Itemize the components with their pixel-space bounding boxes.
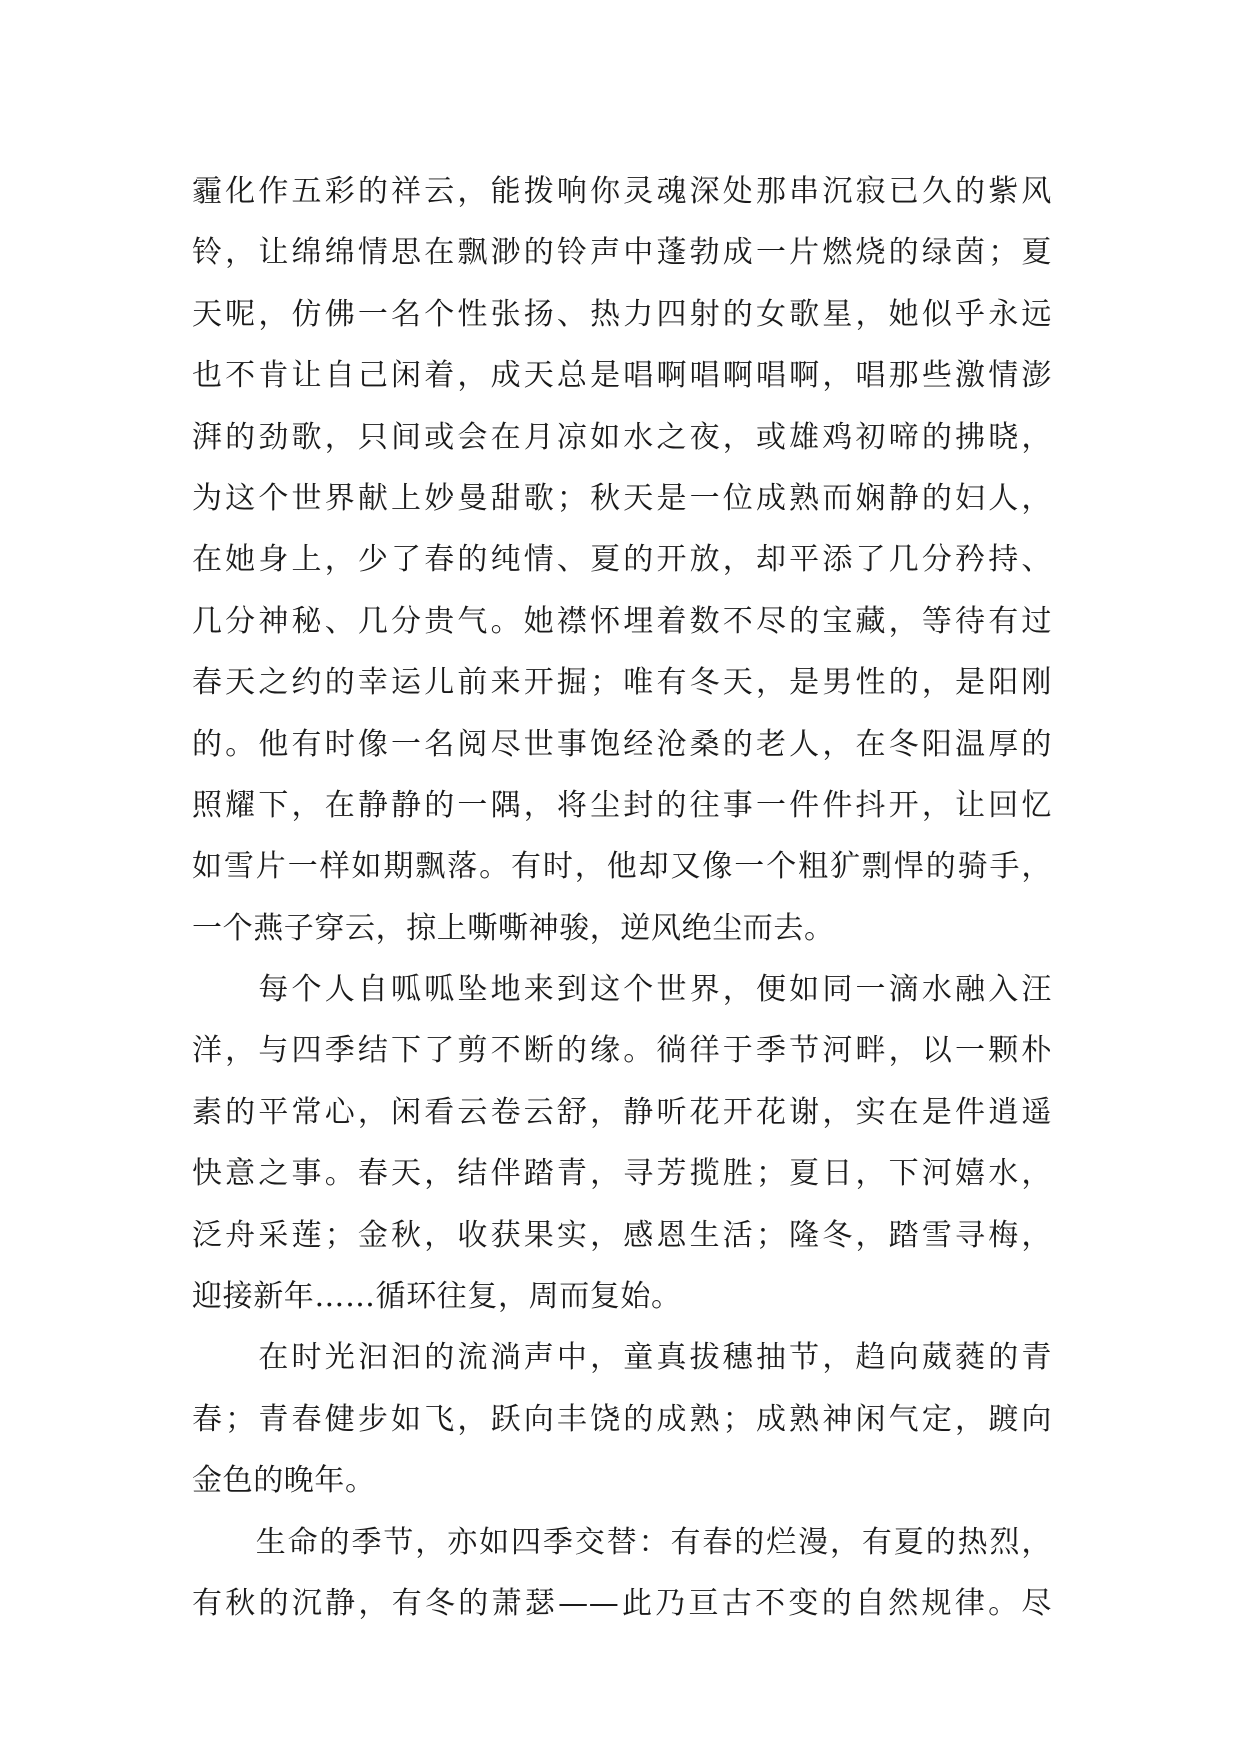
text-line: 洋，与四季结下了剪不断的缘。徜徉于季节河畔，以一颗朴 bbox=[192, 1033, 1052, 1069]
text-line: 为这个世界献上妙曼甜歌；秋天是一位成熟而娴静的妇人， bbox=[192, 480, 1052, 516]
text-line: 铃，让绵绵情思在飘渺的铃声中蓬勃成一片燃烧的绿茵；夏 bbox=[192, 235, 1052, 271]
text-line: 天呢，仿佛一名个性张扬、热力四射的女歌星，她似乎永远 bbox=[192, 296, 1052, 332]
text-line: 如雪片一样如期飘落。有时，他却又像一个粗犷剽悍的骑手， bbox=[192, 849, 1052, 885]
text-line: 湃的劲歌，只间或会在月凉如水之夜，或雄鸡初啼的拂晓， bbox=[192, 419, 1052, 455]
text-line: 生命的季节，亦如四季交替：有春的烂漫，有夏的热烈， bbox=[192, 1524, 1052, 1560]
text-line: 在时光汩汩的流淌声中，童真拔穗抽节，趋向葳蕤的青 bbox=[192, 1340, 1052, 1376]
text-line: 春天之约的幸运儿前来开掘；唯有冬天，是男性的，是阳刚 bbox=[192, 665, 1052, 701]
text-line: 也不肯让自己闲着，成天总是唱啊唱啊唱啊，唱那些激情澎 bbox=[192, 358, 1052, 394]
text-line: 有秋的沉静，有冬的萧瑟——此乃亘古不变的自然规律。尽 bbox=[192, 1585, 1052, 1621]
text-line: 泛舟采莲；金秋，收获果实，感恩生活；隆冬，踏雪寻梅， bbox=[192, 1217, 1052, 1253]
text-line: 快意之事。春天，结伴踏青，寻芳揽胜；夏日，下河嬉水， bbox=[192, 1156, 1052, 1192]
text-line: 照耀下，在静静的一隅，将尘封的往事一件件抖开，让回忆 bbox=[192, 787, 1052, 823]
text-line: 金色的晚年。 bbox=[192, 1463, 376, 1499]
text-line: 迎接新年……循环往复，周而复始。 bbox=[192, 1279, 682, 1315]
text-line: 几分神秘、几分贵气。她襟怀埋着数不尽的宝藏，等待有过 bbox=[192, 603, 1052, 639]
body-text bbox=[192, 161, 1052, 1634]
text-line: 一个燕子穿云，掠上嘶嘶神骏，逆风绝尘而去。 bbox=[192, 910, 835, 946]
text-line: 霾化作五彩的祥云，能拨响你灵魂深处那串沉寂已久的紫风 bbox=[192, 174, 1052, 209]
text-line: 的。他有时像一名阅尽世事饱经沧桑的老人，在冬阳温厚的 bbox=[192, 726, 1052, 762]
text-line: 在她身上，少了春的纯情、夏的开放，却平添了几分矜持、 bbox=[192, 542, 1052, 578]
text-line: 素的平常心，闲看云卷云舒，静听花开花谢，实在是件逍遥 bbox=[192, 1094, 1052, 1130]
text-line: 每个人自呱呱坠地来到这个世界，便如同一滴水融入汪 bbox=[192, 972, 1052, 1008]
text-line: 春；青春健步如飞，跃向丰饶的成熟；成熟神闲气定，踱向 bbox=[192, 1401, 1052, 1437]
